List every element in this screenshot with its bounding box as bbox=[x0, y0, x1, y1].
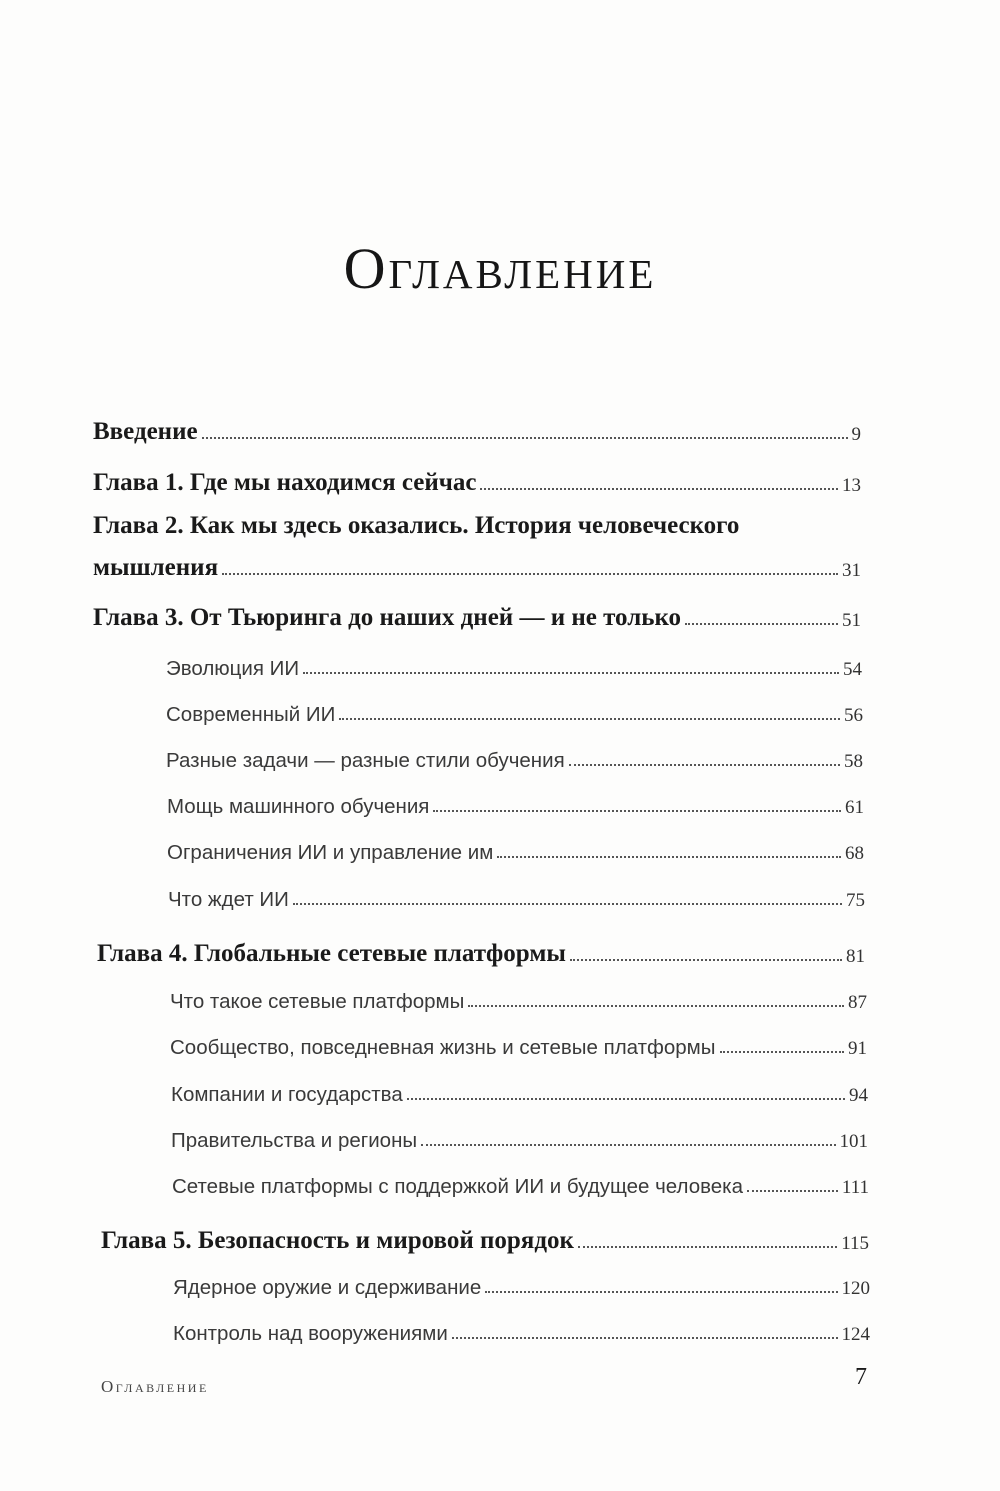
dot-leader bbox=[747, 1189, 838, 1192]
toc-entry-title: Эволюция ИИ bbox=[166, 657, 300, 680]
dot-leader bbox=[293, 902, 842, 905]
toc-page-number: 31 bbox=[842, 560, 861, 581]
dot-leader bbox=[202, 436, 848, 439]
toc-entry-introduction[interactable] bbox=[93, 412, 861, 446]
toc-entry-chapter-2[interactable] bbox=[93, 548, 861, 582]
toc-page-number: 61 bbox=[845, 797, 864, 818]
toc-page-number: 91 bbox=[848, 1038, 867, 1059]
toc-subentry[interactable] bbox=[166, 743, 863, 773]
toc-page-number: 9 bbox=[851, 424, 861, 445]
dot-leader bbox=[720, 1050, 845, 1053]
toc-entry-chapter-1[interactable] bbox=[93, 463, 861, 497]
dot-leader bbox=[468, 1004, 844, 1007]
toc-page-number: 51 bbox=[842, 610, 861, 631]
dot-leader bbox=[421, 1143, 835, 1146]
toc-entry-chapter-5[interactable] bbox=[101, 1221, 869, 1255]
toc-subentry[interactable] bbox=[167, 835, 864, 865]
toc-page-number: 87 bbox=[848, 992, 867, 1013]
toc-entry-title: Современный ИИ bbox=[166, 703, 336, 726]
toc-entry-chapter-4[interactable] bbox=[97, 934, 865, 968]
toc-subentry[interactable] bbox=[166, 697, 863, 727]
toc-subentry[interactable] bbox=[173, 1316, 870, 1346]
toc-page-number: 94 bbox=[849, 1085, 868, 1106]
toc-entry-title: Что такое сетевые платформы bbox=[170, 990, 465, 1013]
toc-page-number: 68 bbox=[845, 843, 864, 864]
dot-leader bbox=[452, 1336, 838, 1339]
dot-leader bbox=[339, 717, 840, 720]
toc-entry-title: Мощь машинного обучения bbox=[167, 795, 430, 818]
toc-page-number: 101 bbox=[839, 1131, 868, 1152]
toc-subentry[interactable] bbox=[170, 1030, 867, 1060]
dot-leader bbox=[685, 622, 838, 625]
toc-entry-title: Глава 5. Безопасность и мировой порядок bbox=[101, 1227, 574, 1254]
toc-entry-title: Ограничения ИИ и управление им bbox=[167, 841, 494, 864]
toc-entry-title: Глава 4. Глобальные сетевые платформы bbox=[97, 940, 566, 967]
dot-leader bbox=[433, 809, 841, 812]
dot-leader bbox=[570, 958, 842, 961]
dot-leader bbox=[480, 487, 838, 490]
dot-leader bbox=[407, 1097, 845, 1100]
toc-entry-title: Компании и государства bbox=[171, 1083, 403, 1106]
toc-page-number: 13 bbox=[842, 475, 861, 496]
toc-entry-title: Правительства и регионы bbox=[171, 1129, 418, 1152]
toc-entry-title: Глава 3. От Тьюринга до наших дней — и не только bbox=[93, 604, 682, 631]
toc-page-number: 120 bbox=[841, 1278, 870, 1299]
dot-leader bbox=[569, 763, 840, 766]
toc-entry-title: мышления bbox=[93, 554, 219, 581]
toc-page-number: 111 bbox=[841, 1177, 869, 1198]
toc-page-number: 115 bbox=[841, 1233, 869, 1254]
toc-entry-title: Что ждет ИИ bbox=[168, 888, 289, 911]
toc-entry-title: Глава 1. Где мы находимся сейчас bbox=[93, 469, 477, 496]
toc-subentry[interactable] bbox=[173, 1270, 870, 1300]
toc-entry-title: Контроль над вооружениями bbox=[173, 1322, 448, 1345]
toc-subentry[interactable] bbox=[168, 882, 865, 912]
dot-leader bbox=[497, 855, 841, 858]
toc-entry-title: Ядерное оружие и сдерживание bbox=[173, 1276, 482, 1299]
toc-subentry[interactable] bbox=[171, 1077, 868, 1107]
toc-entry-chapter-3[interactable] bbox=[93, 598, 861, 632]
toc-page-number: 54 bbox=[843, 659, 862, 680]
toc-entry-title: Разные задачи — разные стили обучения bbox=[166, 749, 565, 772]
toc-page-number: 75 bbox=[846, 890, 865, 911]
toc-page-number: 124 bbox=[841, 1324, 870, 1345]
toc-entry-title: Сообщество, повседневная жизнь и сетевые платформы bbox=[170, 1036, 716, 1059]
toc-page-number: 81 bbox=[846, 946, 865, 967]
toc-subentry[interactable] bbox=[167, 789, 864, 819]
dot-leader bbox=[303, 671, 839, 674]
toc-entry-title: Сетевые платформы с поддержкой ИИ и будущее человека bbox=[172, 1175, 743, 1198]
dot-leader bbox=[578, 1245, 837, 1248]
running-footer-label: Оглавление bbox=[101, 1377, 209, 1396]
toc-subentry[interactable] bbox=[172, 1169, 869, 1199]
toc-entry-chapter-2-line-1[interactable]: Глава 2. Как мы здесь оказались. История человеческого bbox=[93, 512, 740, 539]
toc-page-number: 58 bbox=[844, 751, 863, 772]
toc-page-number: 56 bbox=[844, 705, 863, 726]
toc-entry-title: Введение bbox=[93, 418, 198, 445]
toc-subentry[interactable] bbox=[171, 1123, 868, 1153]
folio-page-number: 7 bbox=[855, 1364, 867, 1390]
dot-leader bbox=[485, 1290, 837, 1293]
page-title: Оглавление bbox=[343, 235, 657, 301]
toc-subentry[interactable] bbox=[166, 651, 862, 681]
toc-subentry[interactable] bbox=[170, 984, 867, 1014]
dot-leader bbox=[222, 572, 838, 575]
